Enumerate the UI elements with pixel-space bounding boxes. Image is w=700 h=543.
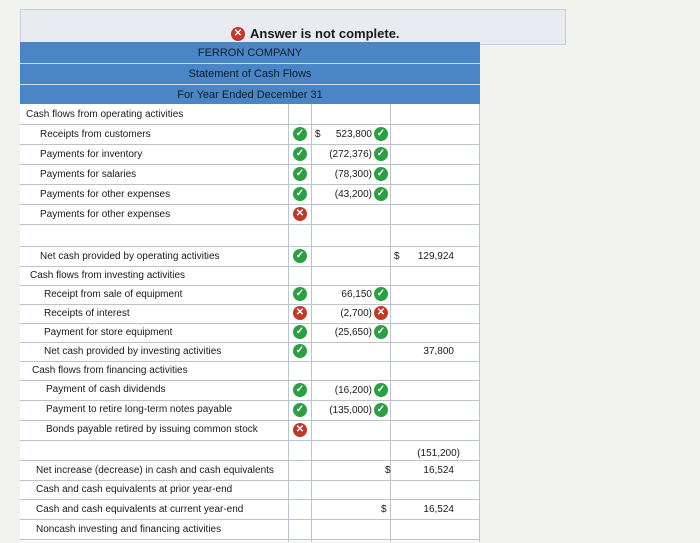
amount-field[interactable]: 16,524 <box>423 504 454 515</box>
amount-field[interactable]: (43,200) <box>334 189 372 200</box>
statement-period: For Year Ended December 31 <box>177 89 323 101</box>
table-row <box>20 380 480 401</box>
table-row <box>20 224 480 247</box>
line-label[interactable]: Noncash investing and financing activities <box>36 524 222 535</box>
table-row <box>20 266 480 286</box>
correct-icon: ✓ <box>374 187 388 201</box>
correct-icon: ✓ <box>293 167 307 181</box>
table-row <box>20 499 480 520</box>
line-label[interactable]: Payment of cash dividends <box>46 384 166 395</box>
correct-icon: ✓ <box>374 383 388 397</box>
status-banner <box>20 9 566 45</box>
table-row <box>20 246 480 267</box>
amount-field[interactable]: (135,000) <box>329 405 372 416</box>
correct-icon: ✓ <box>293 147 307 161</box>
line-label[interactable]: Net increase (decrease) in cash and cash equivalents <box>36 465 274 476</box>
table-row <box>20 184 480 205</box>
header-divider <box>20 63 480 64</box>
amount-field[interactable]: 37,800 <box>423 346 454 357</box>
table-row <box>20 440 480 461</box>
line-label[interactable]: Bonds payable retired by issuing common stock <box>46 424 258 435</box>
line-label[interactable]: Payments for other expenses <box>40 189 171 200</box>
amount-field[interactable]: 523,800 <box>335 129 372 140</box>
amount-field[interactable]: (2,700) <box>340 308 372 319</box>
table-row <box>20 204 480 225</box>
amount-field[interactable]: (25,650) <box>334 327 372 338</box>
table-row <box>20 420 480 441</box>
table-row <box>20 361 480 381</box>
line-label[interactable]: Cash and cash equivalents at current year-end <box>36 504 244 515</box>
correct-icon: ✓ <box>293 383 307 397</box>
table-row <box>20 323 480 343</box>
amount-field[interactable]: (151,200) <box>417 448 460 459</box>
line-label[interactable]: Payments for other expenses <box>40 209 171 220</box>
correct-icon: ✓ <box>374 167 388 181</box>
company-name: FERRON COMPANY <box>197 47 303 59</box>
correct-icon: ✓ <box>293 287 307 301</box>
table-row <box>20 519 480 540</box>
section-title: Cash flows from operating activities <box>26 109 184 120</box>
table-row <box>20 104 480 125</box>
table-row <box>20 342 480 362</box>
line-label[interactable]: Payments for salaries <box>40 169 137 180</box>
dollar-sign: $ <box>385 465 391 476</box>
table-row <box>20 124 480 145</box>
incorrect-icon: ✕ <box>293 423 307 437</box>
line-label[interactable]: Payments for inventory <box>40 149 143 160</box>
table-row <box>20 460 480 481</box>
correct-icon: ✓ <box>374 287 388 301</box>
line-label[interactable]: Receipts of interest <box>44 308 130 319</box>
line-label[interactable]: Payment for store equipment <box>44 327 173 338</box>
line-label[interactable]: Payment to retire long-term notes payable <box>46 404 233 415</box>
table-row <box>20 400 480 421</box>
correct-icon: ✓ <box>293 127 307 141</box>
amount-field[interactable]: 129,924 <box>417 251 454 262</box>
dollar-sign: $ <box>381 504 387 515</box>
correct-icon: ✓ <box>374 325 388 339</box>
section-title: Cash flows from investing activities <box>30 270 186 281</box>
statement-header <box>20 42 480 104</box>
amount-field[interactable]: (78,300) <box>334 169 372 180</box>
correct-icon: ✓ <box>293 344 307 358</box>
table-row <box>20 164 480 185</box>
amount-field[interactable]: 16,524 <box>423 465 454 476</box>
correct-icon: ✓ <box>293 187 307 201</box>
correct-icon: ✓ <box>293 249 307 263</box>
dollar-sign: $ <box>394 251 400 262</box>
line-label[interactable]: Receipt from sale of equipment <box>44 289 183 300</box>
table-row <box>20 144 480 165</box>
line-label[interactable]: Net cash provided by operating activities <box>40 251 220 262</box>
table-row <box>20 480 480 500</box>
correct-icon: ✓ <box>374 127 388 141</box>
amount-field[interactable]: (272,376) <box>329 149 372 160</box>
incorrect-icon: ✕ <box>293 306 307 320</box>
statement-title: Statement of Cash Flows <box>188 68 312 80</box>
correct-icon: ✓ <box>293 325 307 339</box>
incorrect-icon: ✕ <box>231 27 245 41</box>
amount-field[interactable]: 66,150 <box>341 289 372 300</box>
incorrect-icon: ✕ <box>374 306 388 320</box>
cash-flow-statement <box>20 42 480 542</box>
table-row <box>20 285 480 305</box>
status-text: Answer is not complete. <box>250 26 400 41</box>
correct-icon: ✓ <box>374 403 388 417</box>
correct-icon: ✓ <box>374 147 388 161</box>
line-label[interactable]: Net cash provided by investing activities <box>44 346 222 357</box>
dollar-sign: $ <box>315 129 321 140</box>
table-row <box>20 304 480 324</box>
section-title: Cash flows from financing activities <box>32 365 188 376</box>
correct-icon: ✓ <box>293 403 307 417</box>
incorrect-icon: ✕ <box>293 207 307 221</box>
line-label[interactable]: Cash and cash equivalents at prior year-end <box>36 484 233 495</box>
line-label[interactable]: Receipts from customers <box>40 129 151 140</box>
amount-field[interactable]: (16,200) <box>334 385 372 396</box>
header-divider <box>20 84 480 85</box>
